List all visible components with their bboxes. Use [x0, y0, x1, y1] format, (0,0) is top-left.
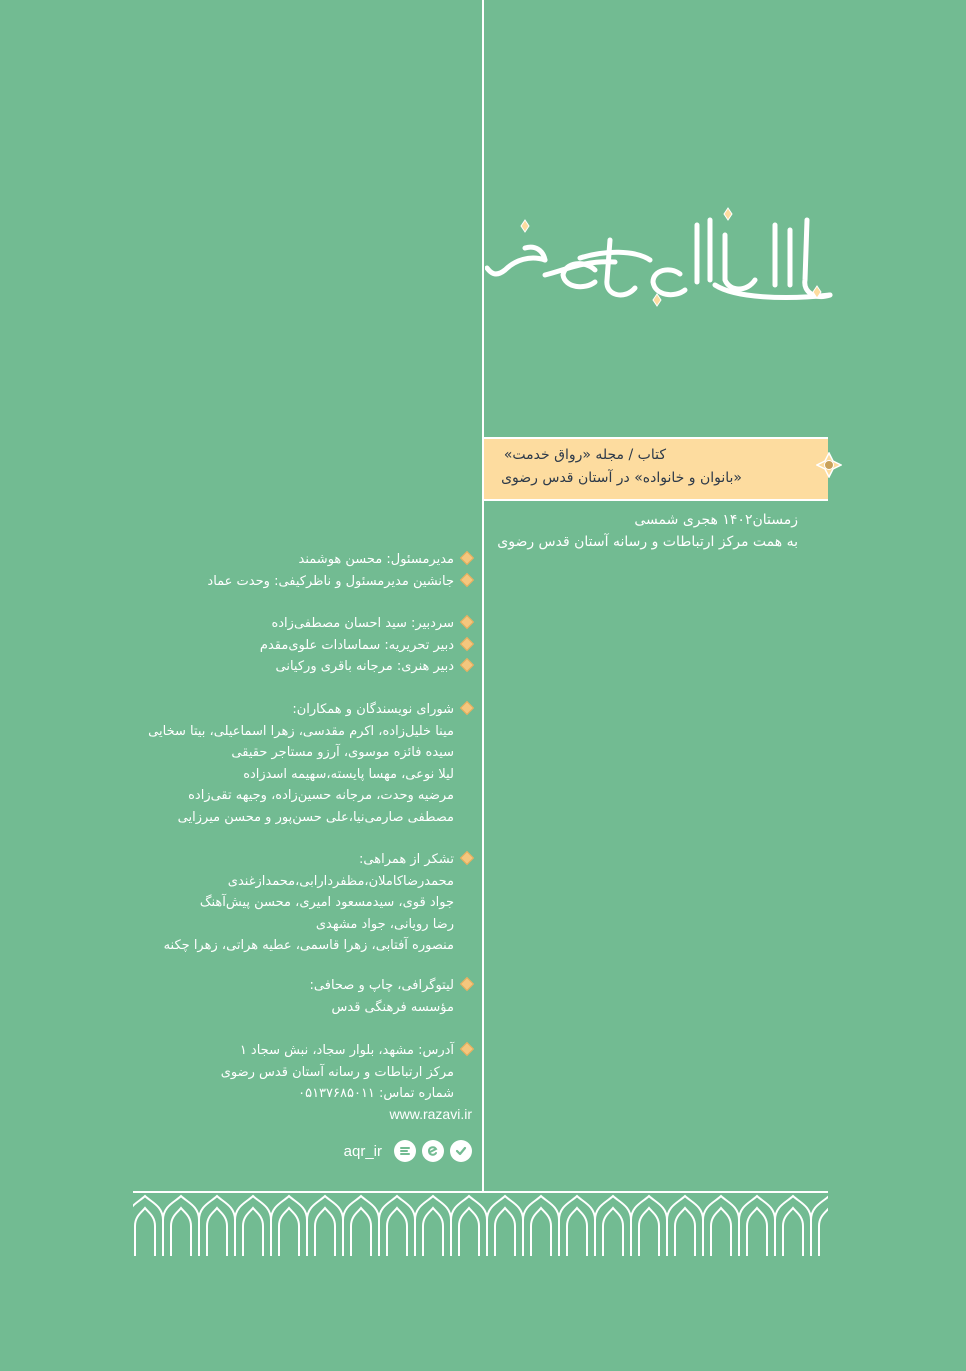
diamond-bullet-icon [460, 977, 474, 991]
credit-line [310, 997, 472, 1019]
banner-title-line1: کتاب / مجله «رواق خدمت» [503, 447, 666, 463]
inner-arch-shape [675, 1208, 695, 1256]
credit-text: مرکز ارتباطات و رسانه آستان قدس رضوی [220, 1064, 454, 1080]
soroush-icon[interactable] [394, 1140, 416, 1162]
arch-shape [133, 1196, 163, 1256]
credit-text: لیلا نوعی، مهسا پایسته،سهیمه اسدزاده [243, 766, 454, 782]
inner-arch-shape [207, 1208, 227, 1256]
inner-arch-shape [315, 1208, 335, 1256]
credit-text: محمدرضاکاملان،مظفردارابی،محمدازغندی [227, 873, 454, 889]
publication-support: به همت مرکز ارتباطات و رسانه آستان قدس رضوی [497, 534, 798, 550]
arch-shape [451, 1196, 487, 1256]
arch-shape [523, 1196, 559, 1256]
credits-group [148, 699, 472, 828]
inner-arch-shape [567, 1208, 587, 1256]
credit-text: مینا خلیل‌زاده، اکرم مقدسی، زهرا اسماعیلی، بیتا سخایی [148, 723, 454, 739]
center-divider-line [482, 0, 484, 1192]
credit-line [148, 764, 472, 786]
credit-line [164, 892, 472, 914]
diamond-bullet-icon [460, 572, 474, 586]
inner-arch-shape [279, 1208, 299, 1256]
arch-shape [739, 1196, 775, 1256]
inner-arch-shape [531, 1208, 551, 1256]
credit-line [260, 656, 472, 678]
credit-line [260, 635, 472, 657]
credit-text: مرضیه وحدت، مرجانه حسین‌زاده، وجیهه تقی‌زاده [188, 788, 454, 803]
publication-date: زمستان۱۴۰۲ هجری شمسی [634, 512, 798, 528]
credit-text: مؤسسه فرهنگی قدس [331, 999, 454, 1015]
credit-text: دبیر تحریریه: سماسادات علوی‌مقدم [259, 637, 454, 653]
website-url[interactable]: www.razavi.ir [389, 1106, 472, 1122]
inner-arch-shape [639, 1208, 659, 1256]
credit-line [164, 871, 472, 893]
credit-text: جانشین مدیرمسئول و ناظرکیفی: وحدت عماد [207, 573, 454, 589]
social-handle[interactable]: aqr_ir [343, 1142, 382, 1160]
arch-shape [487, 1196, 523, 1256]
arch-shape [631, 1196, 667, 1256]
credit-line [260, 613, 472, 635]
diamond-bullet-icon [460, 658, 474, 672]
credit-line [148, 699, 472, 721]
diamond-bullet-icon [460, 615, 474, 629]
credit-text: دبیر هنری: مرجانه باقری ورکیانی [275, 659, 454, 674]
credit-line [148, 721, 472, 743]
credit-line [164, 849, 472, 871]
credit-line [164, 914, 472, 936]
inner-arch-shape [819, 1208, 828, 1256]
arch-shape [199, 1196, 235, 1256]
credit-line [310, 975, 472, 997]
arch-shape [271, 1196, 307, 1256]
credits-group [310, 975, 472, 1018]
social-row [344, 1140, 472, 1162]
inner-arch-shape [711, 1208, 731, 1256]
diamond-bullet-icon [460, 636, 474, 650]
basmala-calligraphy [485, 200, 840, 310]
inner-arch-shape [387, 1208, 407, 1256]
credits-group [164, 849, 472, 957]
inner-arch-shape [747, 1208, 767, 1256]
arch-shape [163, 1196, 199, 1256]
ornament-knot-icon [816, 452, 842, 478]
credits-group [221, 1040, 472, 1105]
diamond-bullet-icon [460, 1042, 474, 1056]
credit-line [221, 1083, 472, 1105]
credit-text: شماره تماس: ۰۵۱۳۷۶۸۵۰۱۱ [298, 1086, 454, 1101]
credit-text: لیتوگرافی، چاپ و صحافی: [309, 978, 454, 993]
credit-text: سردبیر: سید احسان مصطفی‌زاده [271, 616, 454, 631]
arch-shape [415, 1196, 451, 1256]
arch-shape [343, 1196, 379, 1256]
inner-arch-shape [495, 1208, 515, 1256]
credits-group [260, 613, 472, 678]
diamond-bullet-icon [460, 851, 474, 865]
credit-line [207, 549, 472, 571]
title-banner [484, 437, 828, 501]
credit-line [221, 1062, 472, 1084]
credit-text: آدرس: مشهد، بلوار سجاد، نبش سجاد ۱ [239, 1043, 454, 1058]
inner-arch-shape [351, 1208, 371, 1256]
credit-text: مدیرمسئول: محسن هوشمند [298, 552, 454, 567]
inner-arch-shape [603, 1208, 623, 1256]
inner-arch-shape [423, 1208, 443, 1256]
credit-text: جواد قوی، سیدمسعود امیری، محسن پیش‌آهنگ [199, 895, 454, 910]
publication-info [497, 509, 798, 553]
inner-arch-shape [171, 1208, 191, 1256]
arch-shape [307, 1196, 343, 1256]
inner-arch-shape [459, 1208, 479, 1256]
arch-shape [667, 1196, 703, 1256]
check-badge-icon[interactable] [450, 1140, 472, 1162]
diamond-bullet-icon [460, 551, 474, 565]
arch-shape [703, 1196, 739, 1256]
eitaa-icon[interactable] [422, 1140, 444, 1162]
credit-line [221, 1040, 472, 1062]
banner-title-line2: «بانوان و خانواده» در آستان قدس رضوی [501, 470, 742, 486]
credits-group [207, 549, 472, 592]
credit-line [148, 785, 472, 807]
credit-text: تشکر از همراهی: [359, 852, 454, 867]
arch-pattern-border [133, 1190, 828, 1258]
inner-arch-shape [135, 1208, 155, 1256]
credit-line [164, 935, 472, 957]
arch-shape [235, 1196, 271, 1256]
inner-arch-shape [783, 1208, 803, 1256]
diamond-bullet-icon [460, 701, 474, 715]
arch-shape [595, 1196, 631, 1256]
credit-text: سیده فائزه موسوی، آرزو مستاجر حقیقی [231, 745, 454, 760]
credit-text: منصوره آفتابی، زهرا قاسمی، عطیه هراتی، زهرا چکنه [163, 938, 454, 953]
credit-text: رضا رویانی، جواد مشهدی [315, 916, 454, 932]
credit-line [207, 571, 472, 593]
arch-shape [559, 1196, 595, 1256]
arch-shape [379, 1196, 415, 1256]
inner-arch-shape [243, 1208, 263, 1256]
credit-text: شورای نویسندگان و همکاران: [292, 702, 454, 717]
arch-shape [775, 1196, 811, 1256]
credit-text: مصطفی صارمی‌نیا،علی حسن‌پور و محسن میرزایی [177, 809, 454, 825]
credit-line [148, 742, 472, 764]
credit-line [148, 807, 472, 829]
